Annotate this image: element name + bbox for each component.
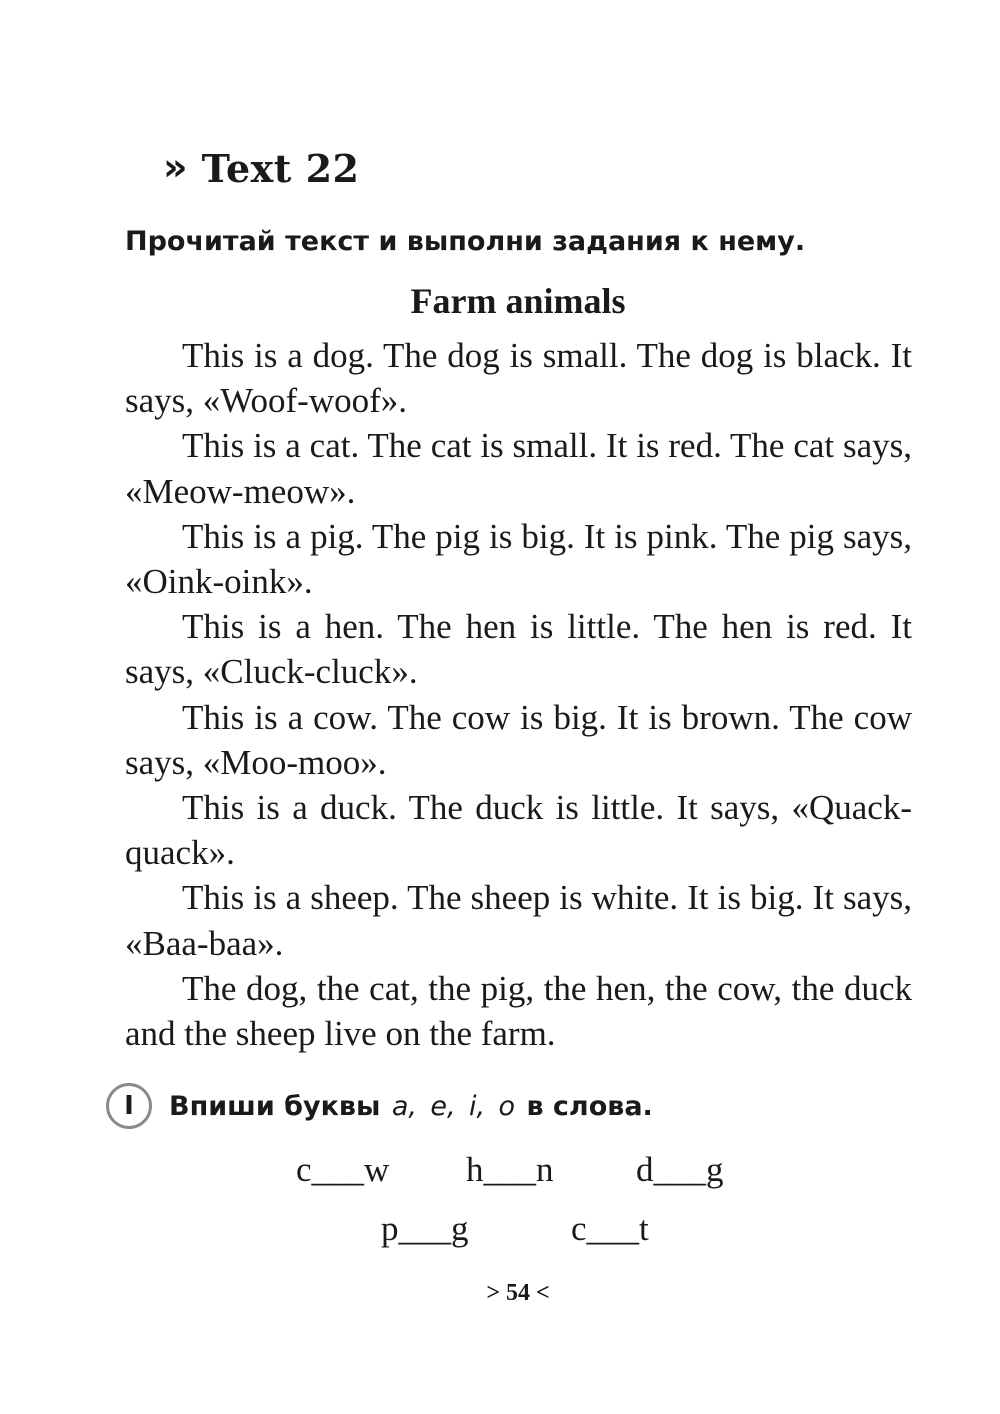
story-paragraph: This is a cow. The cow is big. It is brown. The cow says, «Moo-moo». — [125, 697, 912, 782]
fill-word-cow: c___w — [296, 1150, 390, 1189]
story-title: Farm animals — [410, 281, 626, 321]
fill-word-cat: c___t — [571, 1209, 649, 1248]
exercise-text-after: в слова. — [526, 1090, 653, 1122]
story-text — [125, 333, 912, 1056]
exercise-1 — [106, 1083, 653, 1129]
story-paragraph: The dog, the cat, the pig, the hen, the cow, the duck and the sheep live on the farm. — [125, 968, 912, 1054]
fill-word-pig: p___g — [381, 1209, 469, 1248]
page-number: > 54 < — [486, 1280, 550, 1306]
exercise-instruction — [169, 1091, 653, 1122]
letter-a: a, — [391, 1090, 417, 1122]
text-header — [163, 145, 360, 191]
exercise-text-before: Впиши буквы — [169, 1090, 381, 1122]
story-paragraph: This is a cat. The cat is small. It is red. The cat says, «Meow-meow». — [125, 426, 912, 511]
letter-o: o — [498, 1090, 516, 1122]
story-paragraph: This is a pig. The pig is big. It is pink. The pig says, «Oink-oink». — [125, 516, 912, 602]
exercise-number-badge: I — [106, 1083, 152, 1129]
double-chevron-icon: » — [163, 145, 188, 189]
story-paragraph: This is a hen. The hen is little. The hen is red. It says, «Cluck-cluck». — [125, 607, 912, 692]
story-paragraph: This is a dog. The dog is small. The dog is black. It says, «Woof-woof». — [125, 336, 912, 421]
letter-i: i, — [469, 1090, 486, 1122]
story-paragraph: This is a sheep. The sheep is white. It is big. It says, «Baa-baa». — [125, 878, 912, 963]
fill-word-hen: h___n — [466, 1150, 554, 1189]
letter-e: e, — [430, 1090, 456, 1122]
story-paragraph: This is a duck. The duck is little. It says, «Quack-quack». — [125, 788, 912, 873]
text-title: Text 22 — [201, 146, 360, 191]
fill-word-dog: d___g — [636, 1150, 724, 1189]
instruction: Прочитай текст и выполни задания к нему. — [125, 226, 806, 257]
